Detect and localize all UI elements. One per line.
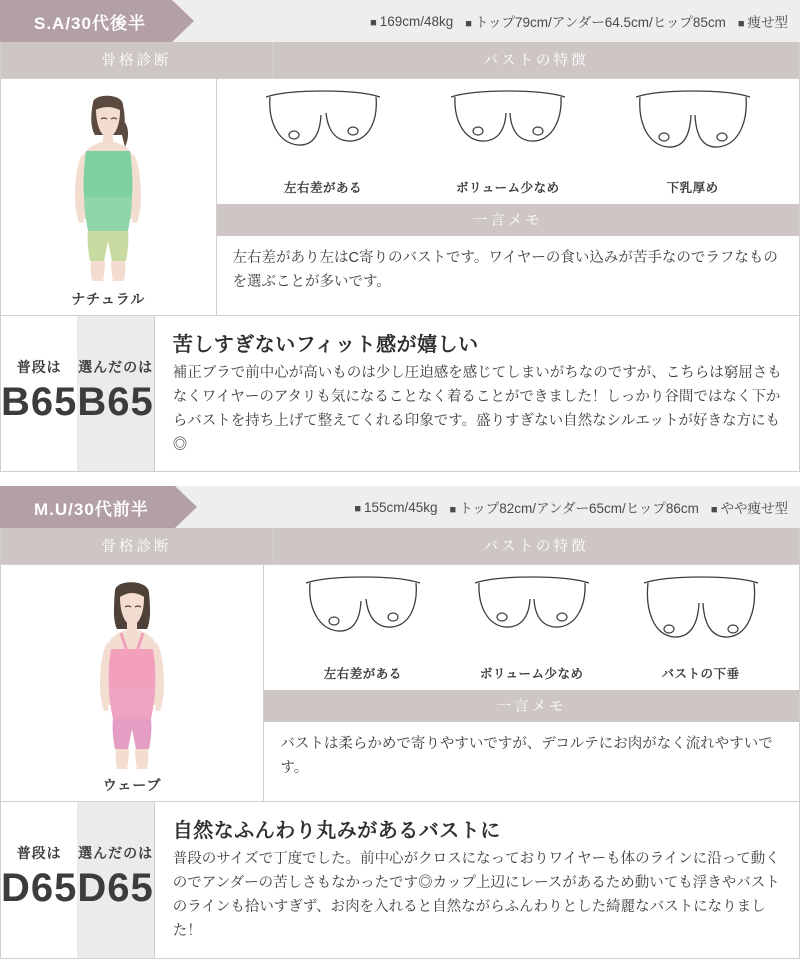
- comment-cell: [155, 316, 799, 471]
- memo-text: バストは柔らかめで寄りやすいですが、デコルテにお肉がなく流れやすいです。: [280, 736, 773, 777]
- usual-size: [1, 316, 77, 471]
- comment-text: 普段のサイズで丁度でした。前中心がクロスになっておりワイヤーも体のラインに沿って動くのでアンダーの苦しさもなかったです◎カップ上辺にレースがあるため動いても浮きやバストのラインも拾いすぎず、お肉を入れると自然ながらふんわりとした綺麗なバストになりました！: [172, 851, 780, 940]
- usual-size-value: D65: [1, 865, 78, 910]
- bust-feature-label: ボリューム少なめ: [455, 181, 560, 195]
- body-figure-cell: [1, 565, 264, 802]
- size-cell: [1, 802, 155, 957]
- reviewer-specs: [172, 0, 800, 42]
- spec-body: ■ 169cm/48kg: [370, 14, 453, 29]
- chosen-size-value: B65: [77, 379, 154, 424]
- spec-type: ■ やや痩せ型: [711, 497, 788, 517]
- review-block: [0, 486, 800, 958]
- skeleton-type-caption: ナチュラル: [71, 291, 146, 307]
- review-table: [0, 528, 800, 958]
- bust-item: [248, 89, 398, 196]
- bust-shape-icon: [467, 575, 597, 657]
- table-body-row: [1, 565, 799, 802]
- section-divider: [0, 472, 800, 486]
- review-header: [0, 0, 800, 42]
- comment-row: [1, 316, 799, 471]
- spec-body: ■ 155cm/45kg: [354, 500, 437, 515]
- column-header-skeleton: 骨格診断: [1, 42, 273, 79]
- skeleton-type-caption: ウェーブ: [102, 777, 162, 794]
- spec-type: ■ 痩せ型: [738, 11, 788, 31]
- comment-title: 苦しすぎないフィット感が嬉しい: [172, 334, 479, 356]
- column-header-skeleton: 骨格診断: [1, 528, 273, 565]
- bust-feature-label: 下乳厚め: [666, 181, 719, 195]
- reviewer-specs: [175, 486, 800, 528]
- comment-title: 自然なふんわり丸みがあるバストに: [172, 820, 501, 843]
- chosen-size-label: 選んだのは: [78, 358, 154, 375]
- body-figure-illustration: [57, 575, 207, 773]
- bust-feature-label: バストの下垂: [661, 667, 740, 682]
- bust-item: [288, 575, 438, 682]
- chosen-size: [77, 316, 153, 471]
- column-header-bust: バストの特徴: [273, 42, 799, 79]
- reviewer-name: M.U/30代前半: [0, 486, 175, 528]
- bust-feature-label: 左右差がある: [283, 181, 362, 195]
- usual-size: [1, 802, 77, 957]
- chosen-size-label: 選んだのは: [78, 844, 154, 861]
- bust-item: [433, 89, 583, 196]
- bust-feature-label: 左右差がある: [323, 667, 402, 682]
- table-head-row: [1, 42, 799, 79]
- review-header: [0, 486, 800, 528]
- memo-header: 一言メモ: [217, 204, 799, 236]
- column-header-bust: バストの特徴: [273, 528, 799, 565]
- table-head-row: [1, 528, 799, 565]
- bust-figures: [264, 565, 799, 682]
- spec-measurements: ■ トップ82cm/アンダー65cm/ヒップ86cm: [450, 497, 699, 517]
- bust-shape-icon: [628, 89, 758, 171]
- reviewer-name: S.A/30代後半: [0, 0, 172, 42]
- bust-shape-icon: [298, 575, 428, 657]
- memo-text: 左右差があり左はC寄りのバストです。ワイヤーの食い込みが苦手なのでラフなものを選ぶことが多いです。: [232, 250, 778, 290]
- comment-text: 補正ブラで前中心が高いものは少し圧迫感を感じてしまいがちなのですが、こちらは窮屈さもなくワイヤーのアタリも気になることなく着ることができました！しっかり谷間ではなく下からバストを持ち上げて整えてくれる印象です。盛りすぎない自然なシルエットが好きな方にも◎: [172, 365, 782, 454]
- bust-shape-icon: [636, 575, 766, 657]
- bust-figures: [217, 79, 799, 196]
- comment-cell: [155, 802, 799, 957]
- review-table: [0, 42, 800, 472]
- bust-item: [457, 575, 607, 682]
- review-block: [0, 0, 800, 472]
- comment-row: [1, 802, 799, 957]
- bust-shape-icon: [443, 89, 573, 171]
- memo-header: 一言メモ: [264, 690, 799, 722]
- bust-item: [626, 575, 776, 682]
- usual-size-label: 普段は: [16, 358, 62, 375]
- usual-size-value: B65: [1, 379, 78, 424]
- bust-shape-icon: [258, 89, 388, 171]
- usual-size-label: 普段は: [16, 844, 62, 861]
- bust-feature-cell: [217, 79, 799, 316]
- body-figure-illustration: [33, 89, 183, 287]
- table-body-row: [1, 79, 799, 316]
- size-cell: [1, 316, 155, 471]
- spec-measurements: ■ トップ79cm/アンダー64.5cm/ヒップ85cm: [465, 11, 726, 31]
- chosen-size-value: D65: [77, 865, 154, 910]
- chosen-size: [77, 802, 153, 957]
- bust-feature-cell: [264, 565, 799, 802]
- bust-item: [618, 89, 768, 196]
- body-figure-cell: [1, 79, 217, 316]
- bust-feature-label: ボリューム少なめ: [479, 667, 584, 682]
